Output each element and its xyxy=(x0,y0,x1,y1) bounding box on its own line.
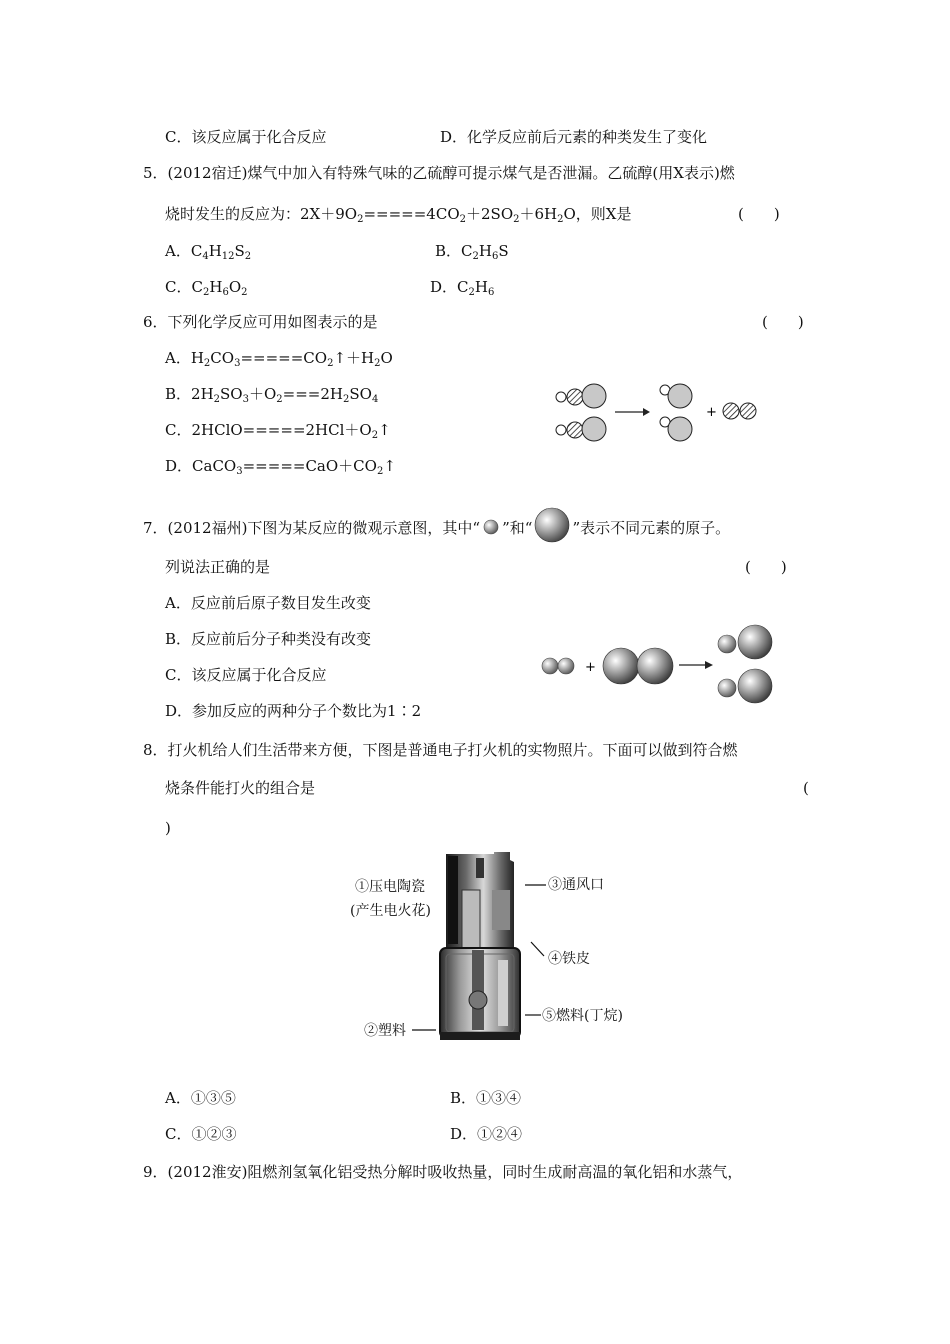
lighter-label-plastic: ②塑料 xyxy=(364,1023,406,1039)
lighter-leader-lines xyxy=(400,870,550,1040)
q7-reaction-diagram xyxy=(535,622,780,710)
q6-reactant-molecule-bottom xyxy=(556,417,606,441)
q8-stem-line2: 烧条件能打火的组合是 xyxy=(165,779,316,797)
q7-product-molecule-bottom xyxy=(718,669,772,703)
arrow-icon xyxy=(679,661,713,669)
q8-option-b: B．①③④ xyxy=(450,1089,522,1107)
q6-option-c: C．$2HClO=====2HCl+O_2↑$ xyxy=(165,421,391,441)
q6-option-d: D．$CaCO_3=====CaO+CO_2↑$ xyxy=(165,457,396,477)
q7-reactant-small-molecule xyxy=(542,658,574,674)
q6-plus-sign: + xyxy=(706,405,717,420)
q7-answer-paren: ( ) xyxy=(745,558,787,576)
q6-stem: 6．下列化学反应可用如图表示的是 xyxy=(143,313,378,331)
q7-reactant-large-molecule xyxy=(603,648,673,684)
q7-stem-line2: 列说法正确的是 xyxy=(165,558,271,576)
q7-option-c: C．该反应属于化合反应 xyxy=(165,666,327,684)
q5-stem-line2: 烧时发生的反应为：$2X+9O_2=====4CO_2+2SO_2+6H_2O$，则X是 xyxy=(165,205,632,225)
q5-option-a: A．$C_4H_{12}S_2$ xyxy=(165,242,252,262)
q7-stem-line1: 7．(2012福州)下图为某反应的微观示意图，其中“ ”和“ ”表示不同元素的原子。 xyxy=(143,507,730,543)
q5-stem-line1: 5．(2012宿迁)煤气中加入有特殊气味的乙硫醇可提示煤气是否泄漏。乙硫醇(用X表示)燃 xyxy=(143,164,735,182)
q5-answer-paren: ( ) xyxy=(738,205,780,223)
large-atom-icon xyxy=(532,507,572,543)
q6-reaction-diagram xyxy=(548,378,768,448)
small-atom-icon xyxy=(480,518,502,536)
q6-product-molecule-hatched xyxy=(723,403,756,419)
q6-product-molecule-bottom xyxy=(660,417,692,441)
lighter-label-vent: ③通风口 xyxy=(548,877,604,893)
q8-answer-paren-open: ( xyxy=(803,779,809,797)
q8-stem-line1: 8．打火机给人们生活带来方便，下图是普通电子打火机的实物照片。下面可以做到符合燃 xyxy=(143,741,738,759)
q4-option-c: C．该反应属于化合反应 xyxy=(165,128,327,146)
q4-option-d: D．化学反应前后元素的种类发生了变化 xyxy=(440,128,708,146)
lighter-label-piezo-note: (产生电火花) xyxy=(350,903,431,919)
q7-option-a: A．反应前后原子数目发生改变 xyxy=(165,594,371,612)
q6-answer-paren: ( ) xyxy=(762,313,804,331)
lighter-label-fuel: ⑤燃料(丁烷) xyxy=(542,1008,623,1024)
q8-option-a: A．①③⑤ xyxy=(165,1089,236,1107)
q6-reactant-molecule-top xyxy=(556,384,606,408)
q6-option-a: A．$H_2CO_3=====CO_2↑+H_2O$ xyxy=(165,349,393,369)
q7-option-d: D．参加反应的两种分子个数比为1∶2 xyxy=(165,702,422,720)
q6-product-molecule-top xyxy=(660,384,692,408)
q5-option-d: D．$C_2H_6$ xyxy=(430,278,495,298)
q7-option-b: B．反应前后分子种类没有改变 xyxy=(165,630,372,648)
q9-stem-line1: 9．(2012淮安)阻燃剂氢氧化铝受热分解时吸收热量，同时生成耐高温的氧化铝和水蒸气， xyxy=(143,1163,743,1181)
q5-option-b: B．$C_2H_6S$ xyxy=(435,242,509,262)
q8-option-d: D．①②④ xyxy=(450,1125,523,1143)
q8-option-c: C．①②③ xyxy=(165,1125,237,1143)
q7-plus-sign: + xyxy=(585,660,596,675)
lighter-label-iron: ④铁皮 xyxy=(548,951,590,967)
arrow-icon xyxy=(615,408,650,416)
q7-product-molecule-top xyxy=(718,625,772,659)
q5-option-c: C．$C_2H_6O_2$ xyxy=(165,278,248,298)
q8-answer-paren-close: ) xyxy=(165,819,171,837)
lighter-label-piezo: ①压电陶瓷 xyxy=(355,879,425,895)
q6-option-b: B．$2H_2SO_3+O_2===2H_2SO_4$ xyxy=(165,385,379,405)
